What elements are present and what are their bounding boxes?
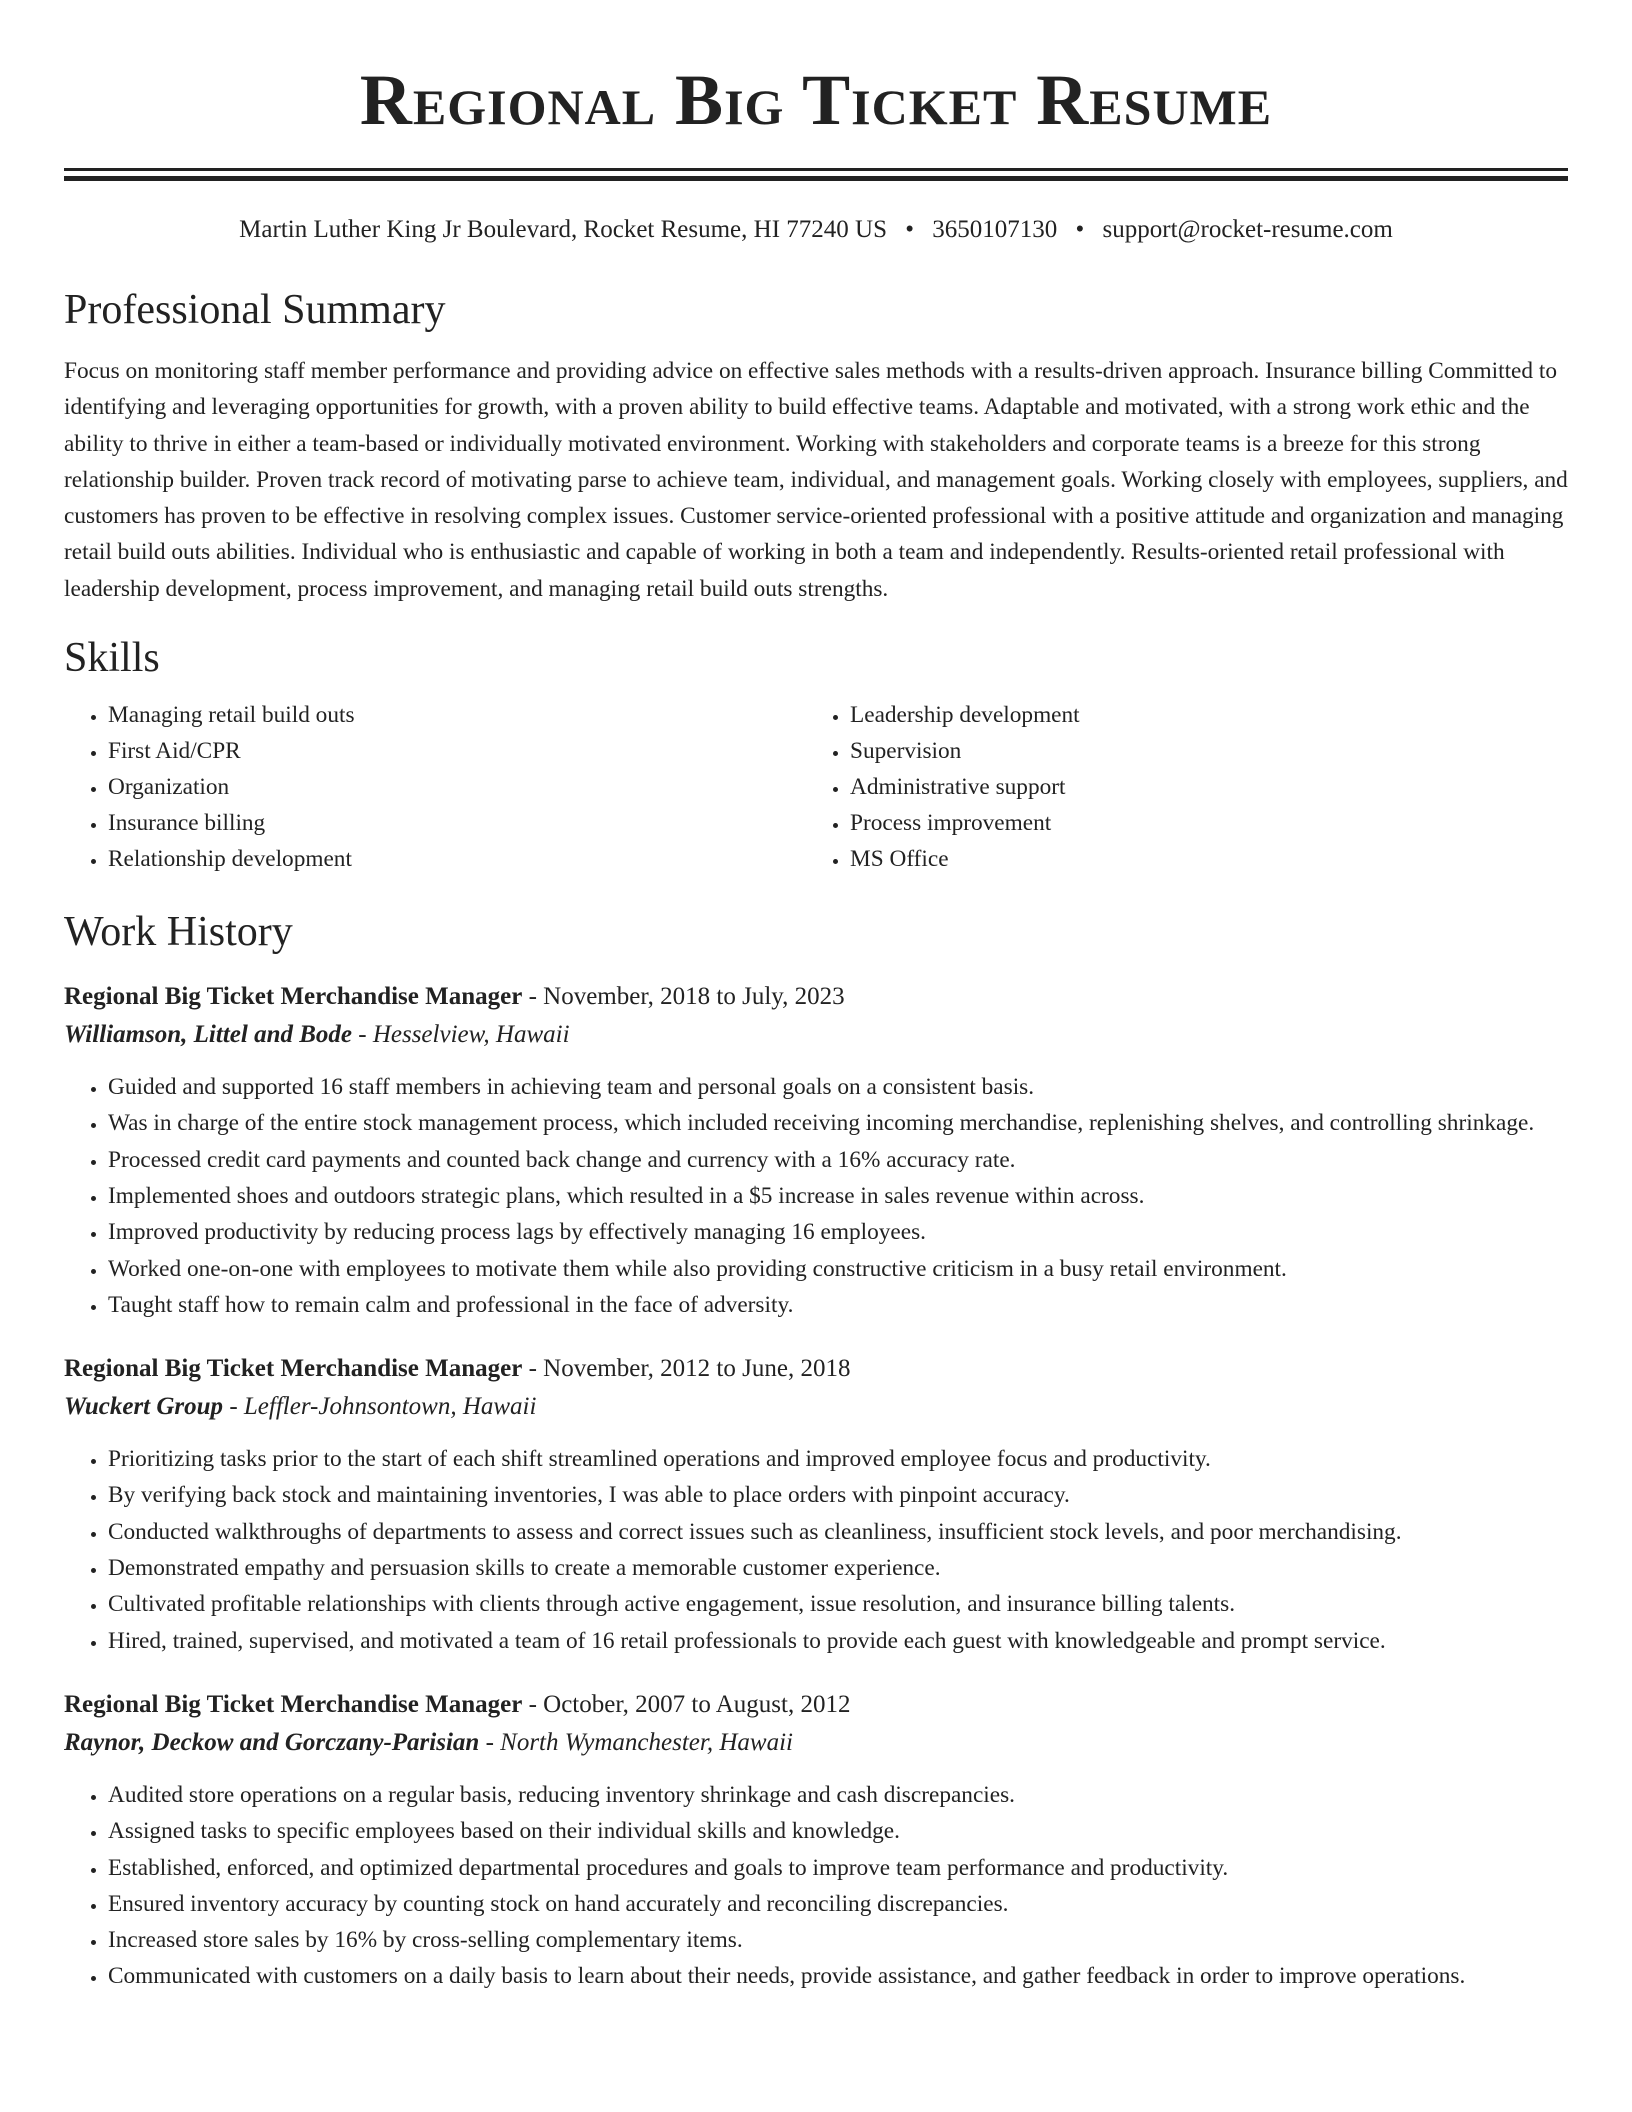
skill-item: • Leadership development xyxy=(850,697,1548,733)
contact-line xyxy=(64,213,1568,247)
job-bullet: • Demonstrated empathy and persuasion skills to create a memorable customer experience. xyxy=(108,1550,1568,1586)
job-bullets xyxy=(64,1069,1568,1323)
job-bullet: • Cultivated profitable relationships with clients through active engagement, issue resolution, and insurance billing talents. xyxy=(108,1586,1568,1622)
job-dash: - xyxy=(229,1393,238,1421)
skill-item: • First Aid/CPR xyxy=(108,733,806,769)
summary-text: Focus on monitoring staff member performance and providing advice on effective sales methods with a results-driven approach. Insurance billing Committed to identifying and leveraging opportunities for growth, with a proven ability to build effective teams. Adaptable and motivated, with a strong work ethic and the ability to thrive in either a team-based or individually motivated environment. Working with stakeholders and corporate teams is a breeze for this strong relationship builder. Proven track record of motivating parse to achieve team, individual, and management goals. Working closely with employees, suppliers, and customers has proven to be effective in resolving complex issues. Customer service-oriented professional with a positive attitude and organization and managing retail build outs abilities. Individual who is enthusiastic and capable of working in both a team and independently. Results-oriented retail professional with leadership development, process improvement, and managing retail build outs strengths. xyxy=(64,358,1568,602)
job-company: Williamson, Littel and Bode xyxy=(64,1021,352,1049)
skill-item: • MS Office xyxy=(850,841,1548,877)
title-rule-bottom xyxy=(64,176,1568,181)
job-entry xyxy=(64,1687,1568,1995)
job-entry xyxy=(64,979,1568,1323)
job-employer-line xyxy=(64,1015,1568,1055)
skill-item: • Relationship development xyxy=(108,841,806,877)
job-bullets xyxy=(64,1777,1568,1995)
job-bullet: • By verifying back stock and maintaining inventories, I was able to place orders with pinpoint accuracy. xyxy=(108,1477,1568,1513)
job-bullet: • Audited store operations on a regular basis, reducing inventory shrinkage and cash discrepancies. xyxy=(108,1777,1568,1813)
job-role: Regional Big Ticket Merchandise Manager xyxy=(64,1355,523,1383)
job-header xyxy=(64,1687,1568,1723)
job-dates: November, 2018 to July, 2023 xyxy=(543,983,845,1011)
job-company: Wuckert Group xyxy=(64,1393,224,1421)
skills-heading: Skills xyxy=(64,635,160,682)
job-bullet: • Ensured inventory accuracy by counting stock on hand accurately and reconciling discrepancies. xyxy=(108,1886,1568,1922)
summary-heading: Professional Summary xyxy=(64,287,446,333)
job-bullet: • Conducted walkthroughs of departments to assess and correct issues such as cleanliness, insufficient stock levels, and poor merchandising. xyxy=(108,1514,1568,1550)
skill-item: • Supervision xyxy=(850,733,1548,769)
contact-email[interactable]: support@rocket-resume.com xyxy=(1102,216,1393,243)
work-history-heading: Work History xyxy=(64,909,293,956)
job-bullet: • Increased store sales by 16% by cross-selling complementary items. xyxy=(108,1922,1568,1958)
job-location: Leffler-Johnsontown, Hawaii xyxy=(243,1393,537,1421)
job-location: North Wymanchester, Hawaii xyxy=(500,1728,793,1756)
skills-column-right xyxy=(806,697,1548,877)
job-bullet: • Was in charge of the entire stock management process, which included receiving incoming merchandise, replenishing shelves, and controlling shrinkage. xyxy=(108,1105,1568,1141)
job-employer-line xyxy=(64,1723,1568,1763)
job-header xyxy=(64,979,1568,1015)
job-header xyxy=(64,1351,1568,1387)
skill-item: • Managing retail build outs xyxy=(108,697,806,733)
job-dash: - xyxy=(528,1355,537,1383)
skills-column-left xyxy=(64,697,806,877)
contact-phone: 3650107130 xyxy=(932,216,1058,243)
job-bullet: • Improved productivity by reducing process lags by effectively managing 16 employees. xyxy=(108,1214,1568,1250)
job-entry xyxy=(64,1351,1568,1659)
job-dash: - xyxy=(485,1728,494,1756)
skill-item: • Process improvement xyxy=(850,805,1548,841)
job-employer-line xyxy=(64,1387,1568,1427)
job-bullet: • Assigned tasks to specific employees based on their individual skills and knowledge. xyxy=(108,1813,1568,1849)
job-bullet: • Established, enforced, and optimized departmental procedures and goals to improve team performance and productivity. xyxy=(108,1850,1568,1886)
job-bullet: • Guided and supported 16 staff members in achieving team and personal goals on a consistent basis. xyxy=(108,1069,1568,1105)
job-company: Raynor, Deckow and Gorczany-Parisian xyxy=(64,1728,480,1756)
job-location: Hesselview, Hawaii xyxy=(372,1021,570,1049)
skills-list xyxy=(64,697,1568,877)
job-bullet: • Communicated with customers on a daily basis to learn about their needs, provide assistance, and gather feedback in order to improve operations. xyxy=(108,1958,1568,1994)
job-dash: - xyxy=(358,1021,367,1049)
job-bullet: • Prioritizing tasks prior to the start of each shift streamlined operations and improved employee focus and productivity. xyxy=(108,1441,1568,1477)
title-rule-top xyxy=(64,168,1568,171)
skill-item: • Organization xyxy=(108,769,806,805)
job-bullet: • Worked one-on-one with employees to motivate them while also providing constructive criticism in a busy retail environment. xyxy=(108,1251,1568,1287)
job-bullet: • Processed credit card payments and counted back change and currency with a 16% accuracy rate. xyxy=(108,1142,1568,1178)
job-bullet: • Implemented shoes and outdoors strategic plans, which resulted in a $5 increase in sales revenue within across. xyxy=(108,1178,1568,1214)
contact-separator: • xyxy=(905,216,915,243)
job-role: Regional Big Ticket Merchandise Manager xyxy=(64,1690,523,1718)
resume-title: Regional Big Ticket Resume xyxy=(359,60,1273,140)
skill-item: • Administrative support xyxy=(850,769,1548,805)
contact-address: Martin Luther King Jr Boulevard, Rocket Resume, HI 77240 US xyxy=(239,216,887,243)
job-dash: - xyxy=(528,983,537,1011)
job-dates: November, 2012 to June, 2018 xyxy=(543,1355,851,1383)
contact-separator: • xyxy=(1075,216,1085,243)
skill-item: • Insurance billing xyxy=(108,805,806,841)
resume-page xyxy=(64,0,1568,1995)
job-bullet: • Taught staff how to remain calm and professional in the face of adversity. xyxy=(108,1287,1568,1323)
job-role: Regional Big Ticket Merchandise Manager xyxy=(64,983,523,1011)
job-dash: - xyxy=(528,1690,537,1718)
job-dates: October, 2007 to August, 2012 xyxy=(543,1690,851,1718)
job-bullets xyxy=(64,1441,1568,1659)
job-bullet: • Hired, trained, supervised, and motivated a team of 16 retail professionals to provide each guest with knowledgeable and prompt service. xyxy=(108,1623,1568,1659)
